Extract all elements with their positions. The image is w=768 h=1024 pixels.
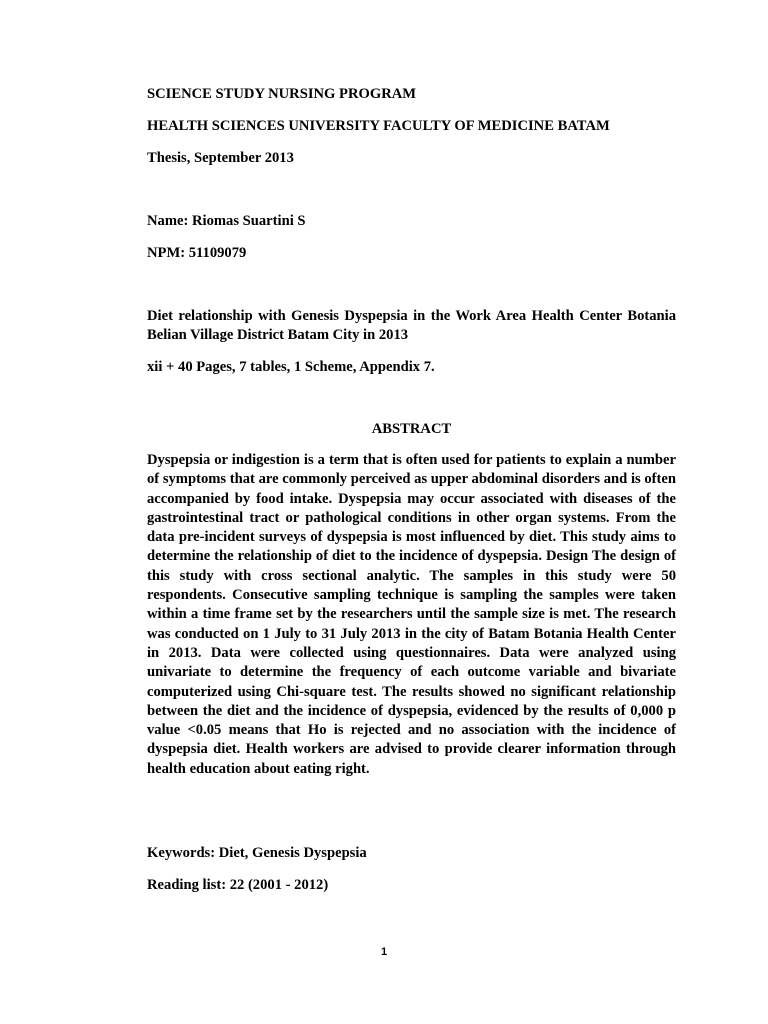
page-number: 1	[380, 946, 388, 958]
author-name: Name: Riomas Suartini S	[147, 213, 306, 229]
university-heading: HEALTH SCIENCES UNIVERSITY FACULTY OF MEDICINE BATAM	[147, 118, 610, 134]
thesis-date: Thesis, September 2013	[147, 150, 294, 166]
keywords: Keywords: Diet, Genesis Dyspepsia	[147, 845, 367, 861]
thesis-title: Diet relationship with Genesis Dyspepsia in the Work Area Health Center Botania Belian Village District Batam City in 2013	[147, 308, 676, 344]
program-heading: SCIENCE STUDY NURSING PROGRAM	[147, 86, 417, 102]
author-npm: NPM: 51109079	[147, 245, 247, 261]
abstract-heading: ABSTRACT	[371, 421, 452, 437]
reading-list: Reading list: 22 (2001 - 2012)	[147, 877, 329, 893]
abstract-body: Dyspepsia or indigestion is a term that is often used for patients to explain a number of symptoms that are commonly perceived as upper abdominal disorders and is often accompanied by food intake. Dyspepsia may occur associated with diseases of the gastrointestinal tract or pathological conditions in other organ systems. From the data pre-incident surveys of dyspepsia is most influenced by diet. This study aims to determine the relationship of diet to the incidence of dyspepsia. Design The design of this study with cross sectional analytic. The samples in this study were 50 respondents. Consecutive sampling technique is sampling the samples were taken within a time frame set by the researchers until the sample size is met. The research was conducted on 1 July to 31 July 2013 in the city of Batam Botania Health Center in 2013. Data were collected using questionnaires. Data were analyzed using univariate to determine the frequency of each outcome variable and bivariate computerized using Chi-square test. The results showed no significant relationship between the diet and the incidence of dyspepsia, evidenced by the results of 0,000 p value <0.05 means that Ho is rejected and no association with the incidence of dyspepsia diet. Health workers are advised to provide clearer information through health education about eating right.	[147, 452, 676, 777]
thesis-pages-info: xii + 40 Pages, 7 tables, 1 Scheme, Appendix 7.	[147, 359, 435, 375]
